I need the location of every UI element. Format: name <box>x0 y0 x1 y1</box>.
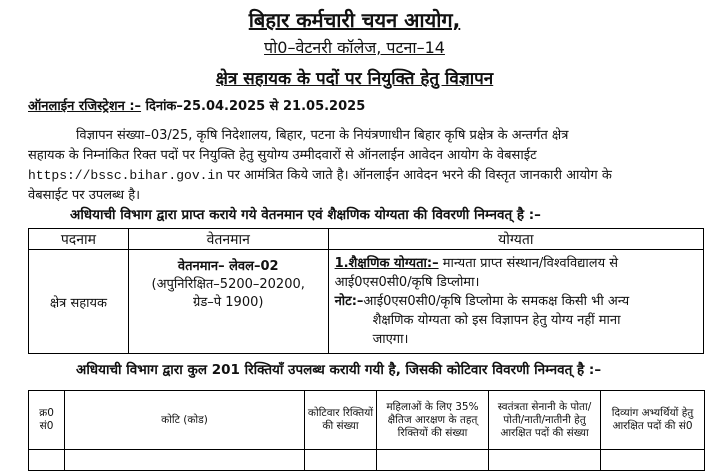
table2-intro: अधियाची विभाग द्वारा कुल 201 रिक्तियाँ उपलब्ध करायी गयी है, जिसकी कोटिवार विवरणी निम्नवत् है :– <box>76 362 602 378</box>
advertisement-title: क्षेत्र सहायक के पदों पर नियुक्ति हेतु विज्ञापन <box>215 69 494 89</box>
registration-label: ऑनलाईन रजिस्ट्रेशन :– <box>28 99 142 114</box>
header-vacancies: कोटिवार रिक्तियों की संख्या <box>305 391 377 450</box>
header-serial: क्र0 सं0 <box>29 391 65 450</box>
intro-line-2: सहायक के निम्नांकित रिक्त पदों पर नियुक्ति हेतु सुयोग्य उम्मीदवारों से ऑनलाईन आवेदन आयोग के वेबसाईट <box>28 148 537 163</box>
note-line-2: शैक्षणिक योग्यता को इस विज्ञापन हेतु योग्य नहीं माना <box>372 313 621 328</box>
note-line-3: जाएगा। <box>372 332 409 347</box>
note-label: नोट:– <box>334 294 364 309</box>
intro-line-3-text: पर आमंत्रित किये जाते है। ऑनलाईन आवेदन भरने की विस्तृत जानकारी आयोग के <box>223 168 612 183</box>
registration-dates <box>28 96 365 114</box>
table-header-row <box>29 391 705 450</box>
table-row <box>29 250 704 354</box>
table1-intro: अधियाची विभाग द्वारा प्राप्त कराये गये वेतनमान एवं शैक्षणिक योग्यता की विवरणी निम्नवत् है :– <box>70 207 541 223</box>
commission-website-link[interactable]: https://bssc.bihar.gov.in <box>28 168 224 183</box>
header-pay: वेतनमान <box>128 229 328 250</box>
table-row <box>29 450 705 471</box>
note-line-1 <box>335 292 697 311</box>
qualification-text: मान्यता प्राप्त संस्थान/विश्वविद्यालय से <box>438 256 619 271</box>
note-text: आई0एस0सी0/कृषि डिप्लोमा के समकक्ष किसी भी अन्य <box>363 294 630 309</box>
header-women-reservation: महिलाओं के लिए 35% क्षैतिज आरक्षण के तहत् रिक्तियों की संख्या <box>377 391 489 450</box>
pay-line-1: वेतनमान– लेवल–02 <box>177 259 279 274</box>
qualification-line-1 <box>335 254 697 273</box>
post-name: क्षेत्र सहायक <box>29 250 129 354</box>
qualification-line-2: आई0एस0सी0/कृषि डिप्लोमा। <box>334 275 480 290</box>
pay-line-2: (अपुनिरिक्षित–5200–20200, <box>151 277 305 292</box>
header-category: कोटि (कोड) <box>65 391 305 450</box>
pay-line-3: ग्रेड–पे 1900) <box>192 295 264 310</box>
intro-line-4: वेबसाईट पर उपलब्ध है। <box>28 188 141 203</box>
header-disabled: दिव्यांग अभ्यर्थियों हेतु आरक्षित पदों की सं0 <box>601 391 705 450</box>
category-vacancy-table <box>28 390 705 471</box>
qualification-cell <box>328 250 703 354</box>
intro-line-3 <box>28 165 612 183</box>
header-freedom-fighter: स्वतंत्रता सेनानी के पोता/पोती/नाती/नातीनी हेतु आरक्षित पदों की संख्या <box>489 391 601 450</box>
intro-line-1: विज्ञापन संख्या–03/25, कृषि निदेशालय, बिहार, पटना के नियंत्रणाधीन बिहार कृषि प्रक्षेत्र के अन्तर्गत क्षेत्र <box>76 128 569 143</box>
registration-period: दिनांक–25.04.2025 से 21.05.2025 <box>145 99 366 114</box>
table-header-row <box>29 229 704 250</box>
pay-qualification-table <box>28 228 704 354</box>
header-qualification: योग्यता <box>328 229 703 250</box>
header-post: पदनाम <box>29 229 129 250</box>
qualification-label: 1.शैक्षणिक योग्यता:– <box>334 256 439 271</box>
pay-scale-cell <box>128 250 328 354</box>
organization-name: बिहार कर्मचारी चयन आयोग, <box>248 8 461 32</box>
organization-address: पो0–वेटनरी कॉलेज, पटना–14 <box>264 38 445 57</box>
